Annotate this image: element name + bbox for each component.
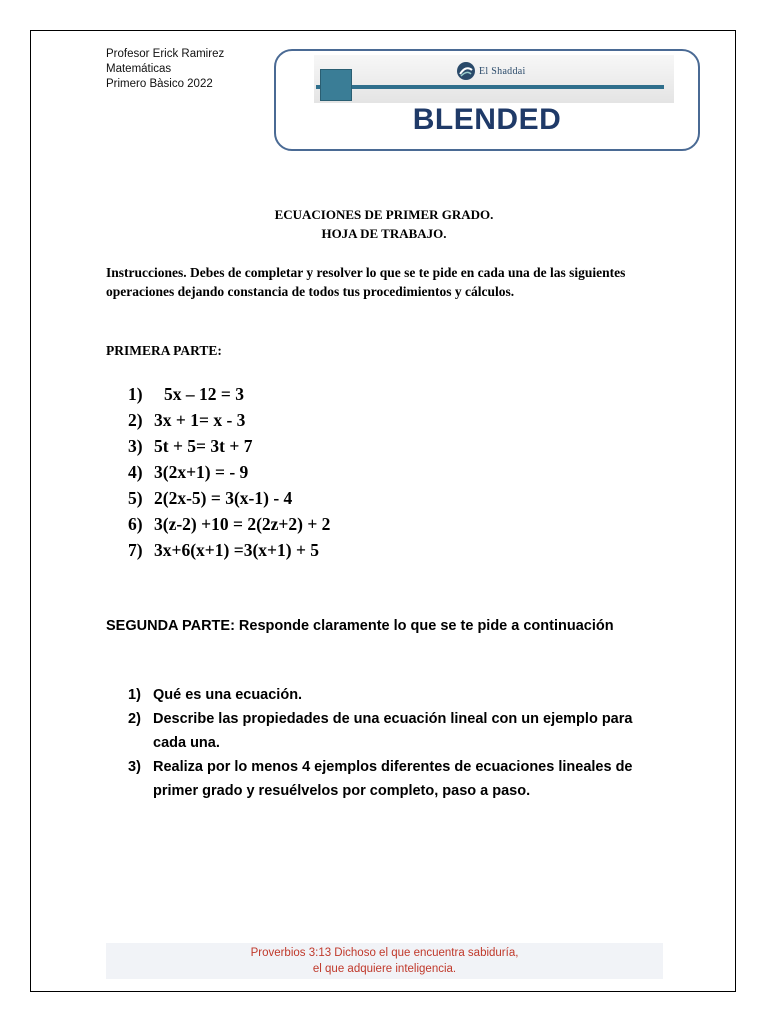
equation-text: 3(z-2) +10 = 2(2z+2) + 2: [154, 514, 331, 534]
equation-item: [128, 433, 330, 459]
banner-bar: [316, 85, 664, 89]
worksheet-subtitle: HOJA DE TRABAJO.: [321, 226, 447, 241]
teacher-info: [106, 47, 224, 92]
question-text: Describe las propiedades de una ecuación lineal con un ejemplo para cada una.: [153, 711, 633, 751]
footer-line-2: el que adquiere inteligencia.: [312, 963, 457, 975]
question-item: [128, 755, 668, 803]
subject: Matemáticas: [106, 63, 172, 75]
equation-item: [128, 459, 330, 485]
equation-text: 5t + 5= 3t + 7: [154, 436, 253, 456]
teacher-name: Profesor Erick Ramirez: [106, 48, 225, 60]
part1-title: PRIMERA PARTE:: [106, 343, 222, 358]
equation-list: [128, 381, 330, 563]
equation-item: [128, 407, 330, 433]
equation-text: 3x + 1= x - 3: [154, 410, 246, 430]
banner-title: BLENDED: [412, 103, 562, 136]
logo-text: El Shaddai: [479, 65, 526, 77]
question-number: 3): [128, 759, 141, 775]
part2-title: SEGUNDA PARTE: Responde claramente lo que se te pide a continuación: [106, 618, 614, 634]
footer-quote: [106, 943, 663, 979]
equation-number: 4): [128, 462, 143, 482]
question-text: Qué es una ecuación.: [153, 687, 303, 703]
equation-text: 3x+6(x+1) =3(x+1) + 5: [154, 540, 320, 560]
question-item: [128, 683, 668, 707]
equation-text: 3(2x+1) = - 9: [154, 462, 249, 482]
equation-number: 1): [128, 384, 143, 404]
blended-banner: [274, 49, 700, 151]
equation-item: [128, 537, 330, 563]
equation-item: [128, 381, 330, 407]
equation-number: 3): [128, 436, 143, 456]
footer-line-1: Proverbios 3:13 Dichoso el que encuentra sabiduría,: [250, 947, 519, 959]
equation-number: 6): [128, 514, 143, 534]
question-item: [128, 707, 668, 755]
equation-item: [128, 485, 330, 511]
equation-text: 2(2x-5) = 3(x-1) - 4: [154, 488, 293, 508]
question-list: [128, 683, 668, 803]
equation-number: 5): [128, 488, 143, 508]
el-shaddai-logo: [456, 61, 526, 81]
worksheet-title: ECUACIONES DE PRIMER GRADO.: [274, 207, 494, 222]
equation-text: 5x – 12 = 3: [164, 384, 244, 404]
logo-icon: [456, 61, 476, 81]
question-number: 1): [128, 687, 141, 703]
equation-item: [128, 511, 330, 537]
question-number: 2): [128, 711, 141, 727]
instructions: Instrucciones. Debes de completar y resolver lo que se te pide en cada una de las siguientes operaciones dejando constancia de todos tus procedimientos y cálculos.: [106, 265, 626, 299]
banner-block: [320, 69, 352, 101]
equation-number: 7): [128, 540, 143, 560]
equation-number: 2): [128, 410, 143, 430]
question-text: Realiza por lo menos 4 ejemplos diferentes de ecuaciones lineales de primer grado y resuélvelos por completo, paso a paso.: [153, 759, 633, 799]
grade: Primero Bàsico 2022: [106, 78, 213, 90]
